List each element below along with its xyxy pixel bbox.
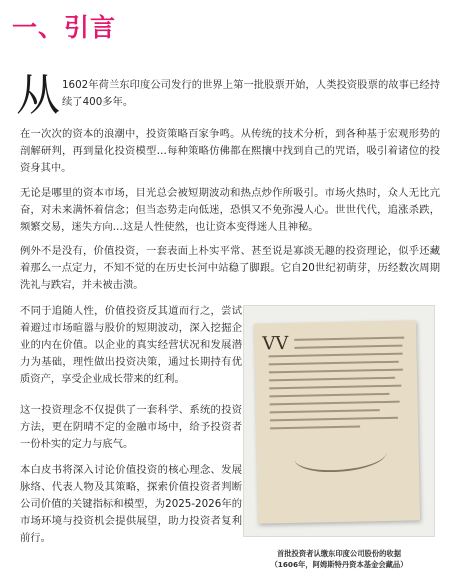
drop-cap: 从 [16,70,60,121]
intro-paragraph-4: 例外不是没有，价值投资，一套表面上朴实平常、甚至说是寡淡无趣的投资理论，似乎还藏着那么一点定力，不知不觉的在历史长河中站稳了脚跟。它自20世纪初萌芽，历经数次周期洗礼与跌宕，并未被击溃。 [20,245,440,291]
figure-caption-line-1: 首批投资者认缴东印度公司股份的收据 [276,549,402,558]
intro-paragraph-3: 无论是哪里的资本市场，目光总会被短期波动和热点炒作所吸引。市场火热时，众人无比亢奋，对未来满怀着信念；但当态势走向低迷，恐惧又不免弥漫人心。世世代代，追涨杀跌，频繁交易，迷失方向…这是人性使然，也让资本变得迷人且神秘。 [20,187,440,233]
figure-caption [244,548,434,570]
figure-caption-line-2: （1606年，阿姆斯特丹资本基金会藏品） [270,560,408,569]
intro-paragraph-5: 不同于追随人性，价值投资反其道而行之，尝试着避过市场暄嚣与股价的短期波动，深入挖掘企业的内在价值。以企业的真实经营状况和发展潜力为基础，理性做出投资决策，通过长期持有优质资产，享受企业成长带来的红利。 [20,305,242,385]
historical-receipt-photo [243,305,435,537]
intro-paragraph-7: 本白皮书将深入讨论价值投资的核心理念、发展脉络、代表人物及其策略，探索价值投资者判断公司价值的关键指标和模型，为2025-2026年的市场环境与投资机会提供展望，助力投资者复利前行。 [20,464,242,544]
section-title: 一、引言 [12,13,117,42]
intro-paragraph-2: 在一次次的资本的浪潮中，投资策略百家争鸣。从传统的技术分析，到各种基于宏观形势的剖解研判，再到量化投资模型…每种策略仿佛都在熙攘中找到自己的咒语，吸引着诸位的投资身其中。 [20,128,440,174]
signature-mark [294,439,387,473]
receipt-document-image: VV [254,320,420,523]
intro-paragraph-6: 这一投资理念不仅提供了一套科学、系统的投资方法，更在阴晴不定的金融市场中，给予投资者一份朴实的定力与底气。 [20,404,242,450]
intro-paragraph-1: 1602年荷兰东印度公司发行的世界上第一批股票开始，人类投资股票的故事已经持续了400多年。 [62,79,440,108]
